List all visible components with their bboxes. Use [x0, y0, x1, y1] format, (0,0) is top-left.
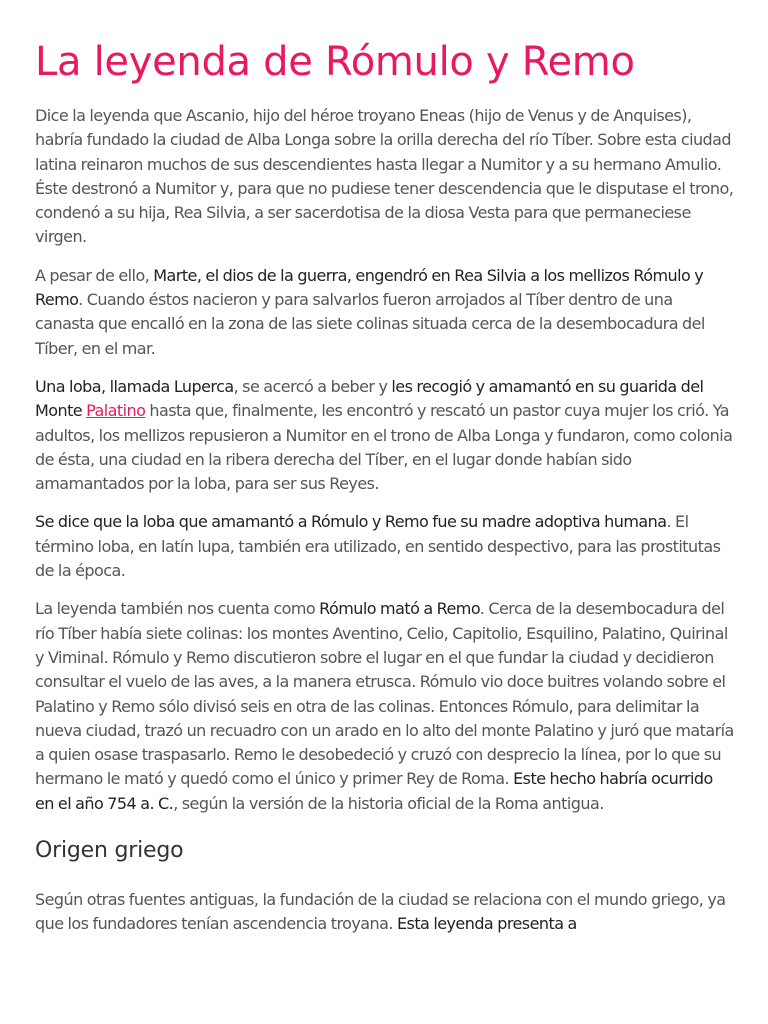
paragraph-3-text: hasta que, finalmente, les encontró y rescató un pastor cuya mujer los crió. Ya adultos, los mellizos repusieron a Numitor en el trono de Alba Longa y fundaron, como colonia de ésta, una ciudad en la ribera derecha del Tíber, en el lugar donde habían sido amamantados por la loba, para ser sus Reyes. — [35, 401, 733, 494]
paragraph-5-text: . Cerca de la desembocadura del río Tíber había siete colinas: los montes Aventino, Celio, Capitolio, Esquilino, Palatino, Quirinal y Viminal. Rómulo y Remo discutieron sobre el lugar en el que fundar la ciudad y decidieron consultar el vuelo de las aves, a la manera etrusca. Rómulo vio doce buitres volando sobre el Palatino y Remo sólo divisó seis en otra de las colinas. Entonces Rómulo, para delimitar la nueva ciudad, trazó un recuadro con un arado en lo alto del monte Palatino y juró que mataría a quien osase traspasarlo. Remo le desobedeció y cruzó con desprecio la línea, por lo que su hermano le mató y quedó como el único y primer Rey de Roma. — [35, 599, 734, 789]
paragraph-4-text: . El término loba, en latín lupa, también era utilizado, en sentido despectivo, para las prostitutas de la época. — [35, 512, 721, 581]
paragraph-1: Dice la leyenda que Ascanio, hijo del héroe troyano Eneas (hijo de Venus y de Anquises), habría fundado la ciudad de Alba Longa sobre la orilla derecha del río Tíber. Sobre esta ciudad latina reinaron muchos de sus descendientes hasta llegar a Numitor y a su hermano Amulio. Éste destronó a Numitor y, para que no pudiese tener descendencia que le disputase el trono, condenó a su hija, Rea Silvia, a ser sacerdotisa de la diosa Vesta para que permaneciese virgen. — [35, 106, 734, 247]
paragraph-6-text: Según otras fuentes antiguas, la fundación de la ciudad se relaciona con el mundo griego, ya que los fundadores tenían ascendencia troyana. — [35, 890, 726, 934]
paragraph-5-emphasis: Este hecho habría ocurrido en el año 754 a. C. — [35, 769, 713, 813]
paragraph-3-text: , se acercó a beber y — [233, 376, 392, 396]
paragraph-4-emphasis: Se dice que la loba que amamantó a Rómulo y Remo fue su madre adoptiva humana — [35, 512, 667, 532]
paragraph-2-text: A pesar de ello, — [35, 265, 154, 285]
paragraph-5-text: , según la versión de la historia oficial de la Roma antigua. — [173, 793, 604, 813]
paragraph-2-emphasis: Marte, el dios de la guerra, engendró en Rea Silvia a los mellizos Rómulo y Remo — [35, 265, 704, 310]
paragraph-6-emphasis: Esta leyenda presenta a — [396, 914, 577, 934]
paragraph-5-emphasis: Rómulo mató a Remo — [319, 599, 480, 619]
section-heading: Origen griego — [35, 838, 184, 864]
paragraph-3-emphasis: les recogió y amamantó en su guarida del Monte — [35, 376, 704, 421]
paragraph-2-text: . Cuando éstos nacieron y para salvarlos fueron arrojados al Tíber dentro de una canasta que encalló en la zona de las siete colinas situada cerca de la desembocadura del Tíber, en el mar. — [35, 290, 705, 358]
page-title: La leyenda de Rómulo y Remo — [35, 39, 635, 85]
paragraph-4 — [35, 510, 735, 583]
palatino-link[interactable]: Palatino — [86, 401, 146, 421]
paragraph-3 — [35, 375, 735, 496]
paragraph-3-emphasis: Una loba, llamada Luperca — [35, 376, 234, 396]
paragraph-2 — [35, 264, 735, 361]
paragraph-5-text: La leyenda también nos cuenta como — [35, 599, 320, 619]
paragraph-6 — [35, 888, 735, 937]
paragraph-5 — [35, 597, 735, 816]
article — [35, 0, 735, 937]
